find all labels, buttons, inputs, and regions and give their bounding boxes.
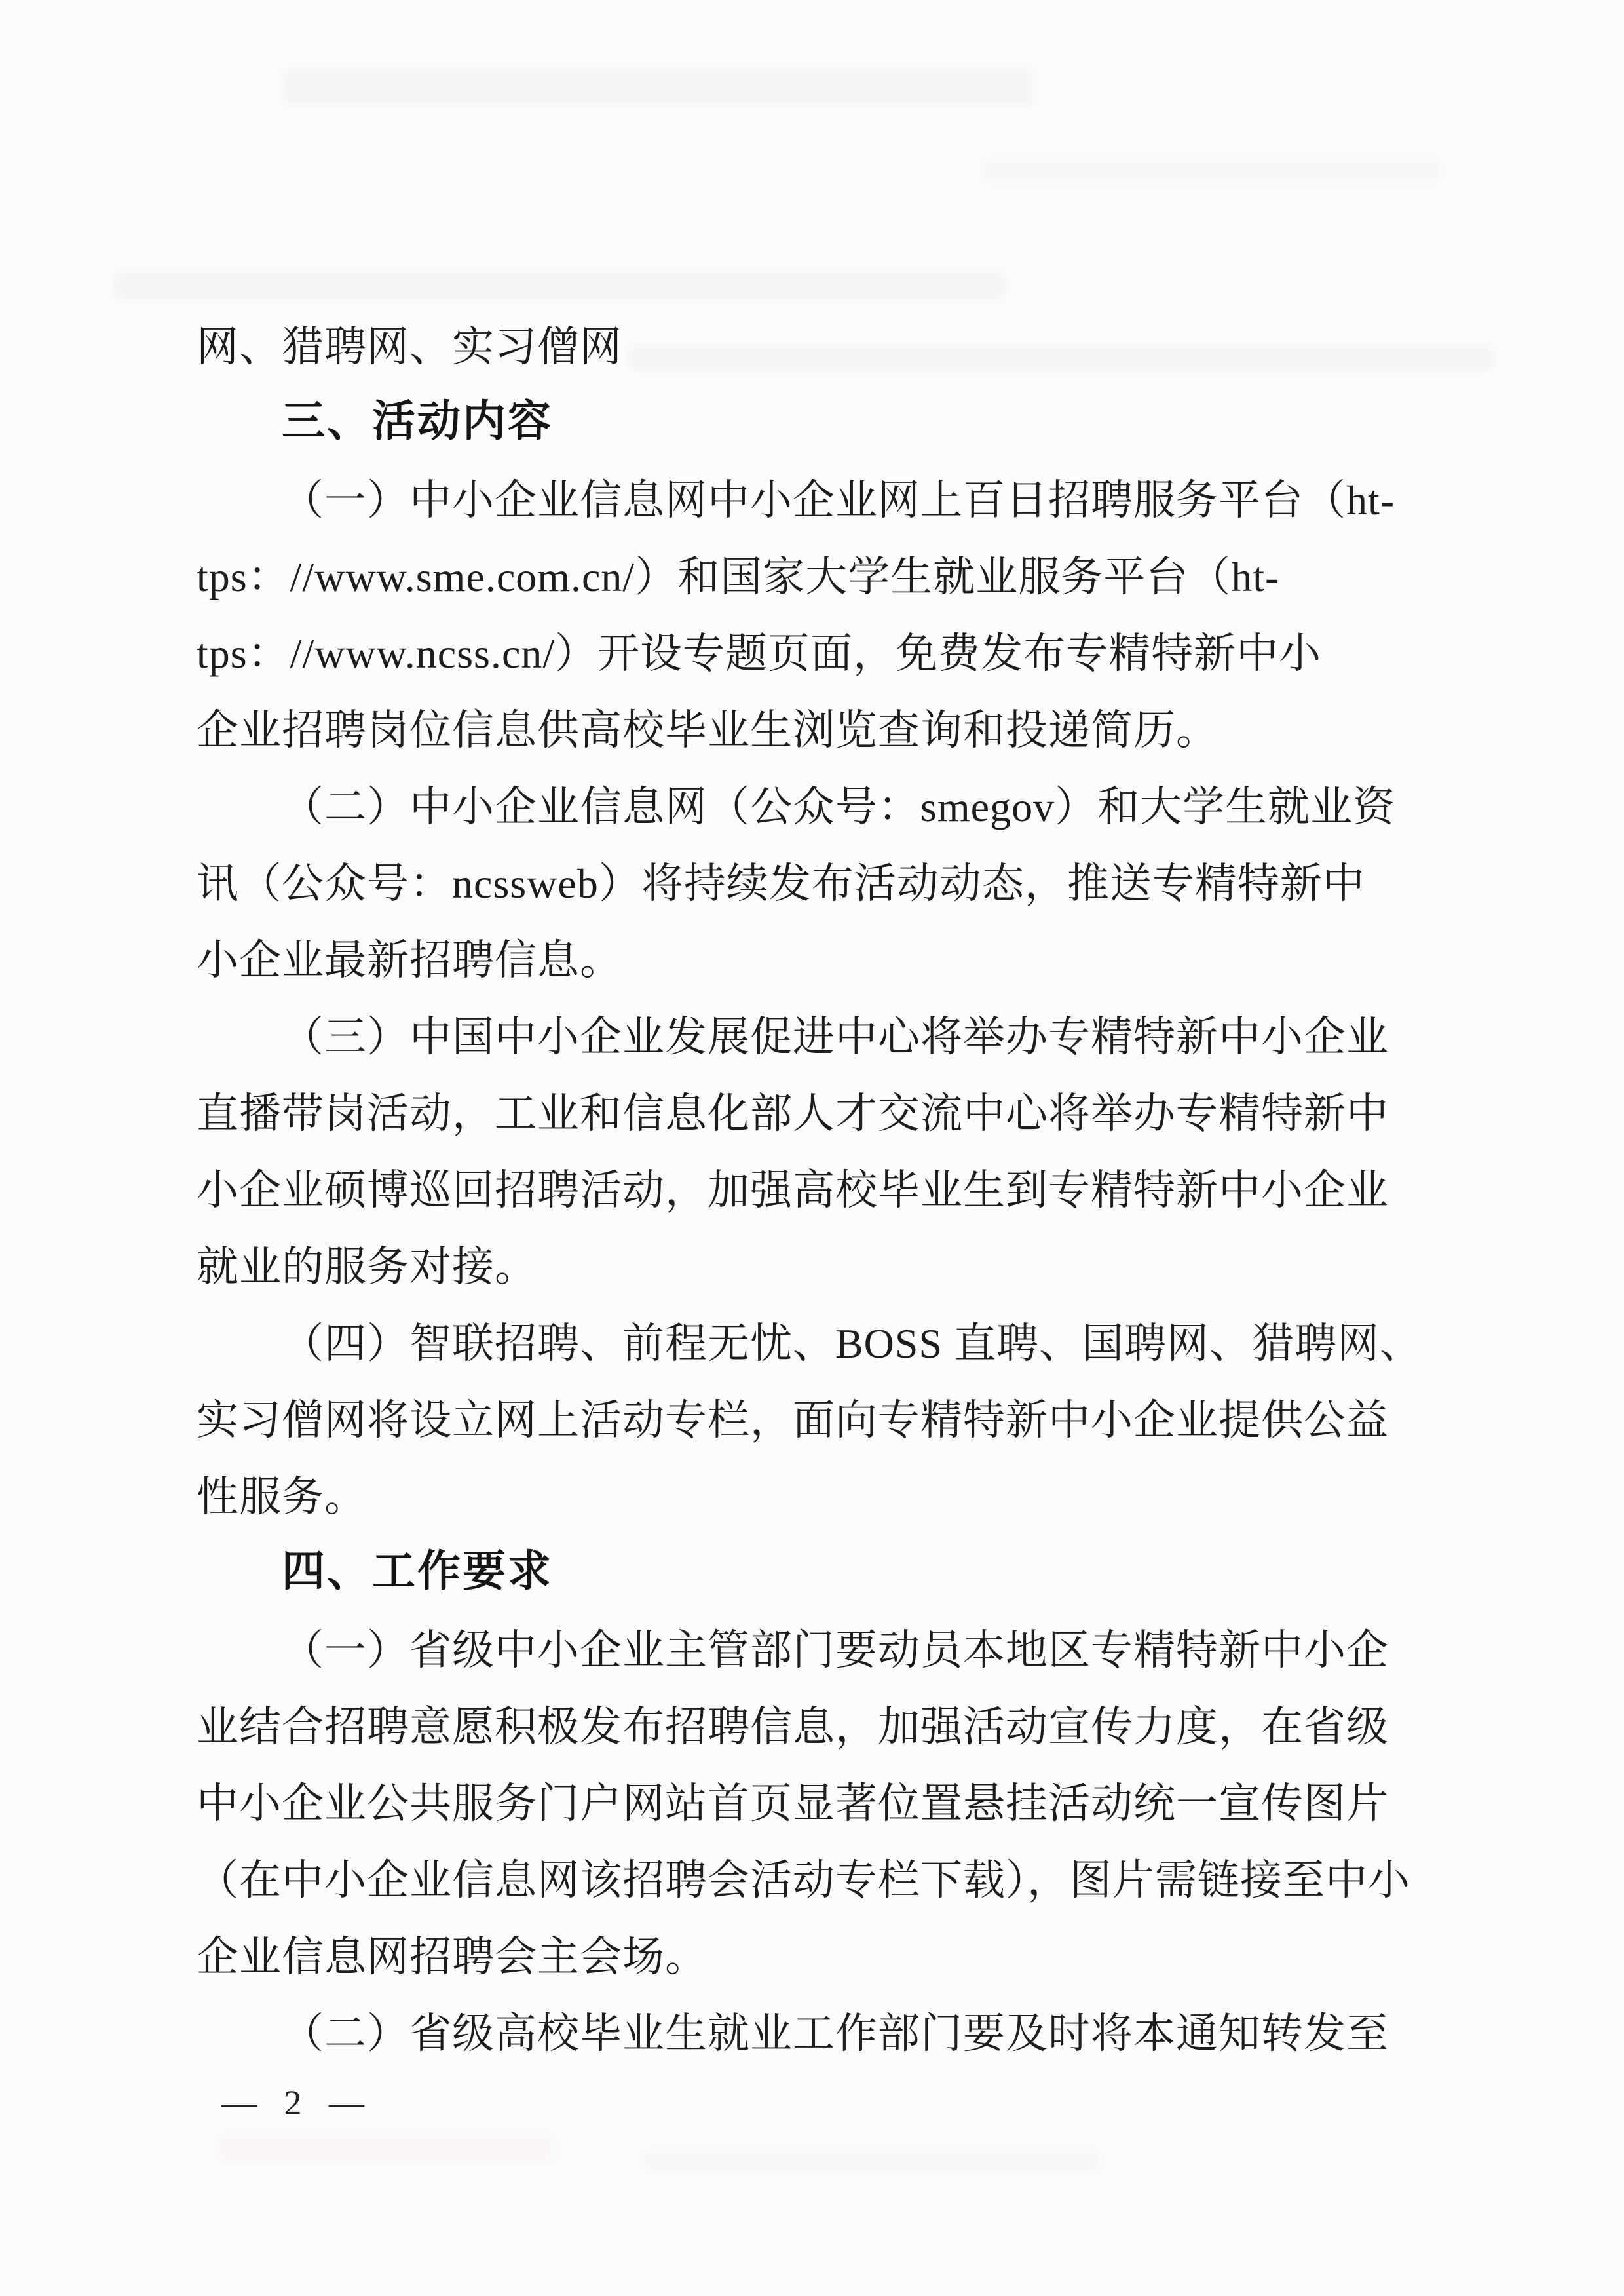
body-line: 讯（公众号：ncssweb）将持续发布活动动态，推送专精特新中	[197, 860, 1365, 907]
page-number: — 2 —	[221, 2083, 373, 2122]
body-line: 就业的服务对接。	[197, 1244, 537, 1290]
body-line: 网、猎聘网、实习僧网	[197, 324, 622, 370]
body-line: tps：//www.ncss.cn/）开设专题页面，免费发布专精特新中小	[197, 630, 1322, 677]
scan-smudge	[642, 2149, 1101, 2173]
body-line: 直播带岗活动，工业和信息化部人才交流中心将举办专精特新中	[197, 1090, 1389, 1137]
section-heading-3: 三、活动内容	[282, 396, 553, 446]
paragraph-line: （二）省级高校毕业生就业工作部门要及时将本通知转发至	[282, 2010, 1389, 2057]
scan-smudge	[282, 69, 1035, 105]
scan-smudge	[216, 2133, 557, 2162]
body-line: 业结合招聘意愿积极发布招聘信息，加强活动宣传力度，在省级	[197, 1704, 1389, 1750]
body-line: 中小企业公共服务门户网站首页显著位置悬挂活动统一宣传图片	[197, 1780, 1389, 1827]
paragraph-line: （三）中国中小企业发展促进中心将举办专精特新中小企业	[282, 1014, 1389, 1060]
body-line: 企业招聘岗位信息供高校毕业生浏览查询和投递简历。	[197, 707, 1218, 754]
paragraph-line: （一）省级中小企业主管部门要动员本地区专精特新中小企	[282, 1627, 1389, 1674]
body-line: 性服务。	[197, 1474, 367, 1520]
body-line: tps：//www.sme.com.cn/）和国家大学生就业服务平台（ht-	[197, 554, 1280, 600]
body-line: 小企业最新招聘信息。	[197, 937, 622, 984]
body-line: 小企业硕博巡回招聘活动，加强高校毕业生到专精特新中小企业	[197, 1167, 1389, 1214]
body-line: 实习僧网将设立网上活动专栏，面向专精特新中小企业提供公益	[197, 1397, 1389, 1444]
body-line: 企业信息网招聘会主会场。	[197, 1934, 708, 1980]
scan-smudge	[115, 272, 1006, 299]
paragraph-line: （四）智联招聘、前程无忧、BOSS 直聘、国聘网、猎聘网、	[282, 1320, 1423, 1367]
paragraph-line: （二）中小企业信息网（公众号：smegov）和大学生就业资	[282, 784, 1396, 830]
scan-smudge	[983, 157, 1441, 183]
section-heading-4: 四、工作要求	[282, 1546, 553, 1596]
body-line: （在中小企业信息网该招聘会活动专栏下载），图片需链接至中小	[197, 1857, 1410, 1904]
paragraph-line: （一）中小企业信息网中小企业网上百日招聘服务平台（ht-	[282, 477, 1395, 524]
